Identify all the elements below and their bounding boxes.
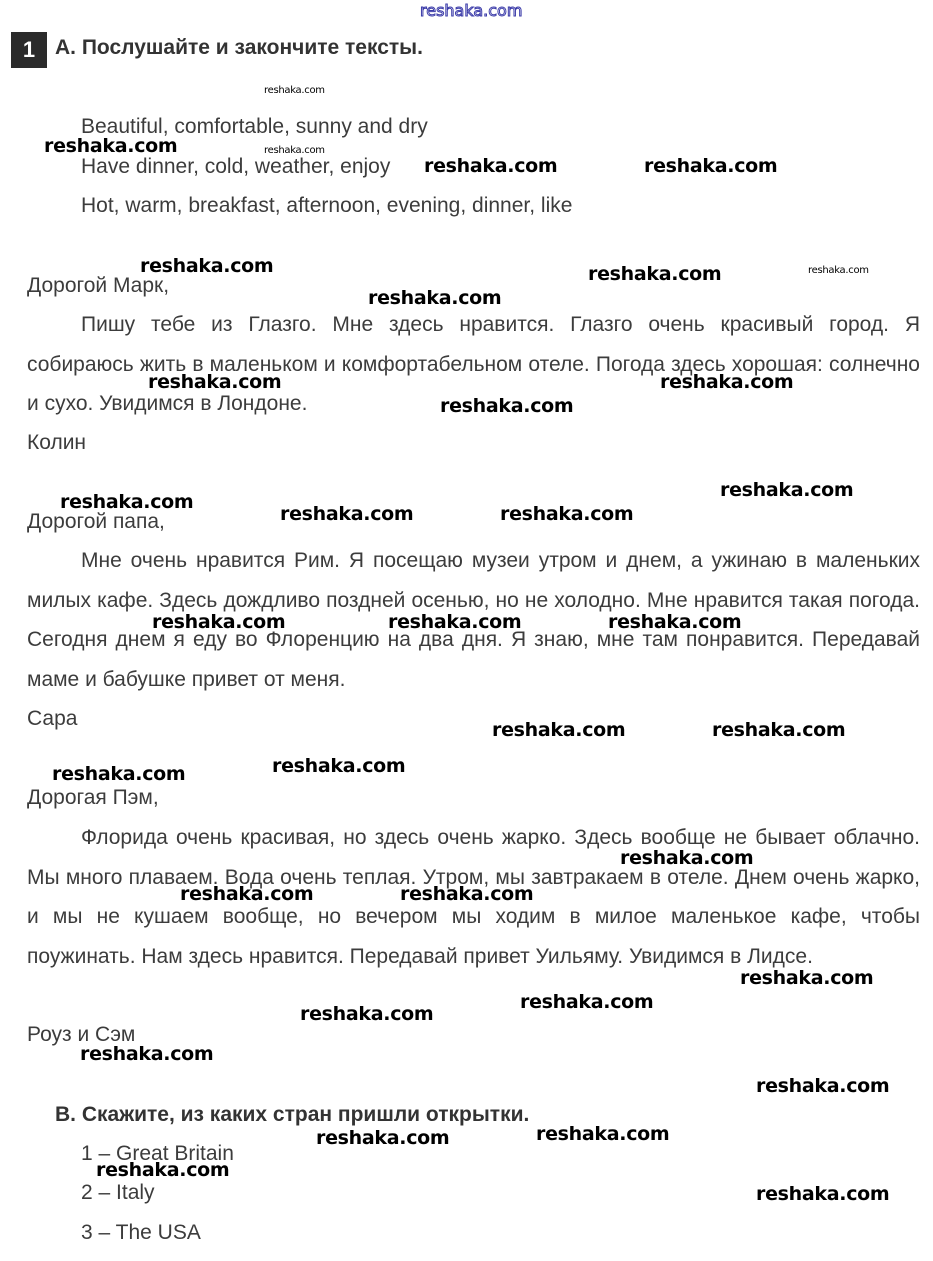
- watermark: reshaka.com: [492, 719, 626, 741]
- watermark: reshaka.com: [440, 395, 574, 417]
- watermark: reshaka.com: [140, 255, 274, 277]
- watermark: reshaka.com: [368, 287, 502, 309]
- watermark: reshaka.com: [536, 1123, 670, 1145]
- letter-2-signature: Сара: [27, 707, 78, 730]
- part-a-title: A. Послушайте и закончите тексты.: [55, 36, 423, 59]
- word-list-1: Beautiful, comfortable, sunny and dry: [81, 115, 428, 138]
- watermark: reshaka.com: [152, 611, 286, 633]
- watermark: reshaka.com: [80, 1043, 214, 1065]
- letter-1-greeting: Дорогой Марк,: [27, 274, 170, 297]
- watermark: reshaka.com: [52, 763, 186, 785]
- exercise-number-badge: 1: [11, 32, 47, 68]
- watermark: reshaka.com: [500, 503, 634, 525]
- watermark: reshaka.com: [720, 479, 854, 501]
- watermark: reshaka.com: [712, 719, 846, 741]
- watermark: reshaka.com: [180, 883, 314, 905]
- word-list-3: Hot, warm, breakfast, afternoon, evening, dinner, like: [81, 194, 573, 217]
- watermark: reshaka.com: [756, 1183, 890, 1205]
- watermark: reshaka.com: [620, 847, 754, 869]
- watermark: reshaka.com: [96, 1159, 230, 1181]
- answer-2: 2 – Italy: [81, 1181, 155, 1204]
- watermark: reshaka.com: [388, 611, 522, 633]
- letter-3-greeting: Дорогая Пэм,: [27, 786, 159, 809]
- watermark: reshaka.com: [60, 491, 194, 513]
- watermark: reshaka.com: [400, 883, 534, 905]
- watermark: reshaka.com: [588, 263, 722, 285]
- watermark: reshaka.com: [756, 1075, 890, 1097]
- watermark: reshaka.com: [148, 371, 282, 393]
- watermark: reshaka.com: [44, 135, 178, 157]
- letter-3-signature: Роуз и Сэм: [27, 1023, 136, 1046]
- watermark: reshaka.com: [424, 155, 558, 177]
- part-b-title: B. Скажите, из каких стран пришли открытки.: [55, 1103, 530, 1126]
- watermark: reshaka.com: [420, 1, 523, 20]
- watermark: reshaka.com: [264, 145, 325, 156]
- watermark: reshaka.com: [644, 155, 778, 177]
- word-list-2: Have dinner, cold, weather, enjoy: [81, 155, 391, 178]
- watermark: reshaka.com: [280, 503, 414, 525]
- watermark: reshaka.com: [272, 755, 406, 777]
- answer-3: 3 – The USA: [81, 1221, 201, 1244]
- watermark: reshaka.com: [520, 991, 654, 1013]
- answer-1: 1 – Great Britain: [81, 1142, 234, 1165]
- letter-1-body: Пишу тебе из Глазго. Мне здесь нравится. Глазго очень красивый город. Я собираюсь жить в маленьком и комфортабельном отеле. Погода здесь хорошая: солнечно и сухо. Увидимся в Лондоне.: [27, 313, 920, 416]
- letter-1-signature: Колин: [27, 431, 87, 454]
- watermark: reshaka.com: [608, 611, 742, 633]
- letter-2-body: Мне очень нравится Рим. Я посещаю музеи утром и днем, а ужинаю в маленьких милых кафе. Здесь дождливо поздней осенью, но не холодно. Мне нравится такая погода. Сегодня днем я еду во Флоренцию на два дня. Я знаю, мне там понравится. Передавай маме и бабушке привет от меня.: [27, 549, 920, 691]
- watermark: reshaka.com: [264, 85, 325, 96]
- watermark: reshaka.com: [808, 265, 869, 276]
- watermark: reshaka.com: [300, 1003, 434, 1025]
- watermark: reshaka.com: [740, 967, 874, 989]
- watermark: reshaka.com: [316, 1127, 450, 1149]
- letter-3-body: Флорида очень красивая, но здесь очень жарко. Здесь вообще не бывает облачно. Мы много плаваем. Вода очень теплая. Утром, мы завтракаем в отеле. Днем очень жарко, и мы не кушаем вообще, но вечером мы ходим в милое маленькое кафе, чтобы поужинать. Нам здесь нравится. Передавай привет Уильяму. Увидимся в Лидсе.: [27, 826, 920, 968]
- watermark: reshaka.com: [660, 371, 794, 393]
- letter-2-greeting: Дорогой папа,: [27, 510, 165, 533]
